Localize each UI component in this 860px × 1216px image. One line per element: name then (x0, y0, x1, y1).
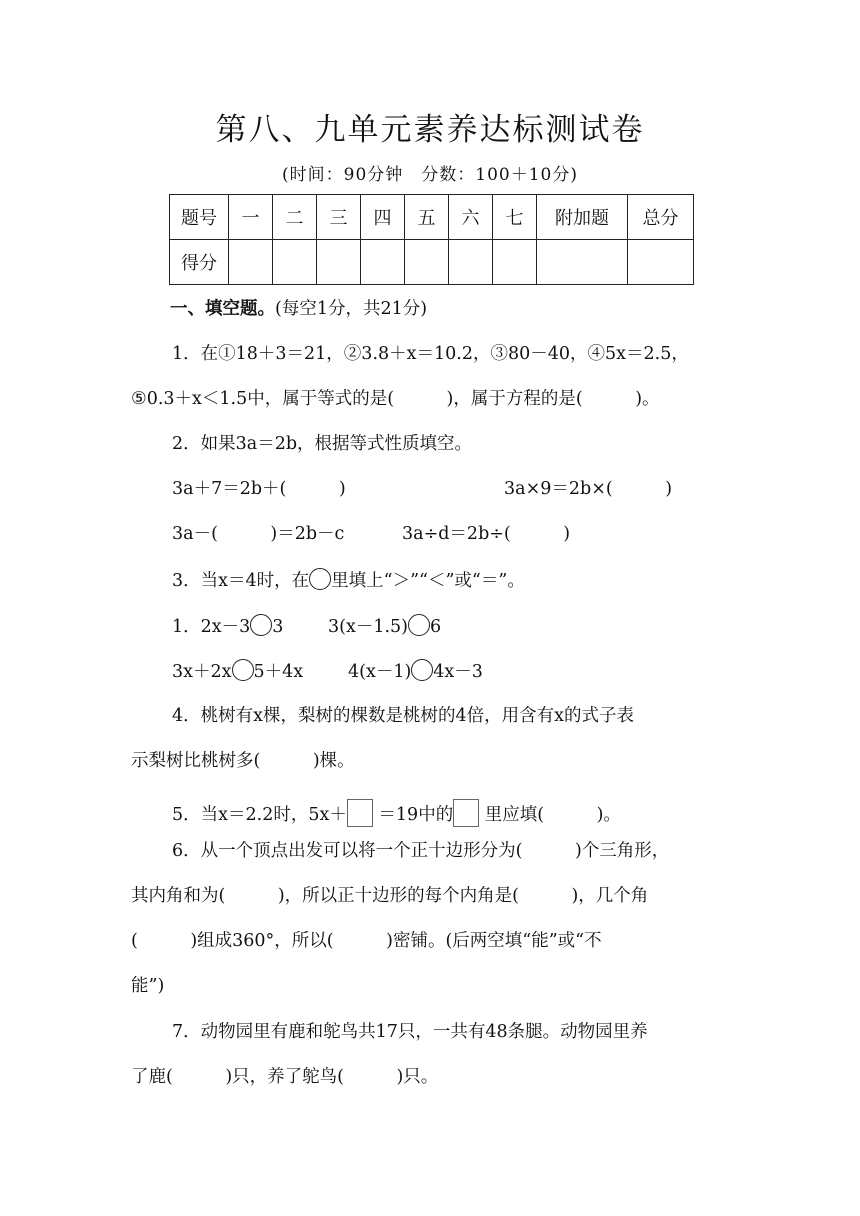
q3-stem (172, 568, 525, 593)
q4-line2: 示梨树比桃树多( )棵。 (131, 751, 355, 771)
exam-info: (时间：90分钟 分数：100＋10分) (282, 165, 578, 185)
q7-line2: 了鹿( )只，养了鸵鸟( )只。 (131, 1067, 439, 1087)
q3-expr-4 (348, 659, 483, 684)
q3-expr-2 (328, 614, 441, 639)
circle-blank-icon (309, 568, 331, 590)
score-cell[interactable] (229, 240, 273, 285)
q5-part: 5．当x＝2.2时，5x＋ (172, 805, 347, 825)
q3-stem-part: 里填上“＞”“＜”或“＝”。 (331, 571, 525, 591)
score-cell[interactable] (317, 240, 361, 285)
q5-part: 里应填( )。 (484, 805, 621, 825)
row-label-cell: 得分 (170, 240, 229, 285)
header-cell: 题号 (170, 195, 229, 240)
q6-line2: 其内角和为( )，所以正十边形的每个内角是( )，几个角 (131, 886, 649, 906)
q5-part: ＝19中的 (378, 805, 454, 825)
q3-stem-part: 3．当x＝4时，在 (172, 571, 310, 591)
q2-d: 3a÷d＝2b÷( ) (402, 524, 571, 544)
header-cell: 一 (229, 195, 273, 240)
score-table-header-row (170, 195, 694, 240)
q4-line1: 4．桃树有x棵，梨树的棵数是桃树的4倍，用含有x的式子表 (172, 706, 635, 726)
compare-circle[interactable] (408, 614, 430, 636)
q3-expr-1 (172, 614, 283, 639)
expr-right: 5＋4x (253, 662, 304, 682)
header-cell: 二 (273, 195, 317, 240)
header-cell: 总分 (628, 195, 694, 240)
q2-c: 3a－( )＝2b－c (172, 524, 345, 544)
score-cell[interactable] (628, 240, 694, 285)
score-cell[interactable] (493, 240, 537, 285)
header-cell: 六 (449, 195, 493, 240)
section-heading (170, 297, 427, 321)
expr-left: 3(x－1.5) (328, 617, 408, 637)
score-cell[interactable] (361, 240, 405, 285)
expr-left: 4(x－1) (348, 662, 412, 682)
q3-expr-3 (172, 659, 303, 684)
q6-line4: 能”) (131, 976, 165, 996)
compare-circle[interactable] (232, 659, 254, 681)
expr-right: 4x－3 (433, 662, 483, 682)
section-title: 一、填空题。 (170, 299, 275, 319)
q1-line2: ⑤0.3＋x＜1.5中，属于等式的是( )，属于方程的是( )。 (131, 389, 660, 409)
score-table (169, 194, 694, 285)
expr-left: 1．2x－3 (172, 617, 251, 637)
header-cell: 三 (317, 195, 361, 240)
compare-circle[interactable] (411, 659, 433, 681)
q1-line1: 1．在①18＋3＝21，②3.8＋x＝10.2，③80－40，④5x＝2.5， (172, 344, 689, 364)
answer-box[interactable] (453, 799, 479, 827)
score-cell[interactable] (405, 240, 449, 285)
answer-box[interactable] (347, 799, 373, 827)
q2-a: 3a＋7＝2b＋( ) (172, 479, 346, 499)
header-cell: 七 (493, 195, 537, 240)
q6-line3: ( )组成360°，所以( )密铺。(后两空填“能”或“不 (131, 931, 602, 951)
expr-right: 3 (272, 617, 284, 637)
score-cell[interactable] (273, 240, 317, 285)
compare-circle[interactable] (250, 614, 272, 636)
q2-stem: 2．如果3a＝2b，根据等式性质填空。 (172, 434, 473, 454)
header-cell: 五 (405, 195, 449, 240)
score-table-score-row (170, 240, 694, 285)
q7-line1: 7．动物园里有鹿和鸵鸟共17只，一共有48条腿。动物园里养 (172, 1022, 648, 1042)
header-cell: 四 (361, 195, 405, 240)
q5-line (172, 799, 621, 827)
q6-line1: 6．从一个顶点出发可以将一个正十边形分为( )个三角形， (172, 841, 670, 861)
score-cell[interactable] (449, 240, 493, 285)
q2-b: 3a×9＝2b×( ) (504, 479, 673, 499)
expr-left: 3x＋2x (172, 662, 232, 682)
page-title: 第八、九单元素养达标测试卷 (215, 112, 645, 148)
score-cell[interactable] (537, 240, 628, 285)
header-cell: 附加题 (537, 195, 628, 240)
expr-right: 6 (430, 617, 442, 637)
section-note: (每空1分，共21分) (275, 299, 428, 319)
